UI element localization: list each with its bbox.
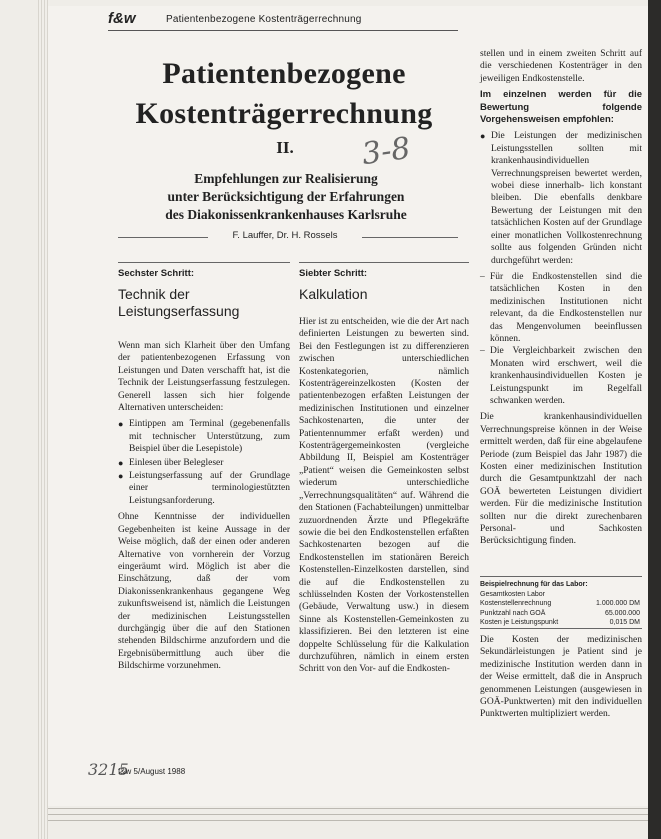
authors: F. Lauffer, Dr. H. Rossels bbox=[232, 230, 338, 241]
table-row bbox=[480, 618, 640, 628]
col1-paragraph-2: Ohne Kenntnisse der individuellen Gegebenheiten ist keine Aussage in der Weise möglich, daß der einen oder anderen Alternative von vornherein der Vorzug eingeräumt wird. Möglich ist aber die Einschätzung, daß der vom Diakonissenkrankenhaus gegangene Weg zukunftsweisend ist, nämlich die Leistungen der medizinischen Leistungsstellen durchgängig über die auf den Stationen stehenden Bildschirme anzufordern und die Ergebnisübermittlung auch über die Bildschirme vorzunehmen. bbox=[118, 512, 290, 672]
table-row bbox=[480, 590, 640, 600]
col1-title-line-2: Leistungserfassung bbox=[118, 303, 240, 319]
table-title: Beispielrechnung für das Labor: bbox=[480, 581, 588, 588]
page-edge-line bbox=[48, 808, 650, 809]
author-rule-right bbox=[362, 237, 458, 238]
scan-edge bbox=[648, 0, 661, 839]
calculation-table bbox=[480, 580, 640, 628]
col3-bullet: ● Die Leistungen der medizinischen Leistungsstellen sollten mit krankenhausindividuellen Verrechnungspreisen bewertet werden, wobei diese innerhalb- lich konstant bleiben. Die ebenfalls denkbare Bewertung der Leistungen mit den tatsächlichen Kosten auf der Grundlage einer monatlichen Vollkostenrechnung sollte aus folgenden Gründen nicht durchgeführt werden: bbox=[480, 130, 642, 266]
table-cell-label: Kosten je Leistungspunkt bbox=[480, 619, 559, 626]
col1-section-title bbox=[118, 286, 288, 320]
footer-issue: f&w 5/August 1988 bbox=[118, 767, 186, 776]
title-line-2: Kostenträgerrechnung bbox=[135, 97, 433, 130]
subtitle-line-1: Empfehlungen zur Realisierung bbox=[194, 171, 378, 186]
table-row bbox=[480, 609, 640, 619]
subtitle-line-3: des Diakonissenkrankenhauses Karlsruhe bbox=[165, 207, 407, 222]
list-item: ● Leistungserfassung auf der Grundlage einer terminologiestützten Leistungsanforderung. bbox=[118, 470, 290, 507]
col1-top-rule bbox=[118, 262, 290, 263]
page-number: 3215 bbox=[88, 760, 129, 779]
col2-body bbox=[299, 316, 469, 680]
col2-top-rule bbox=[299, 262, 469, 263]
subtitle-line-2: unter Berücksichtigung der Erfahrungen bbox=[167, 189, 405, 204]
table-cell-label: Gesamtkosten Labor bbox=[480, 590, 545, 598]
col3-dash-list bbox=[480, 271, 642, 407]
list-item: – Für die Endkostenstellen sind die tatsächlichen Kosten in den medizinischen Institutionen nicht relevant, da die Endkostenstellen nur das Mengenvolumen beeinflussen können. bbox=[480, 271, 642, 345]
page-edge-line bbox=[48, 820, 650, 821]
running-title: Patientenbezogene Kostenträgerrechnung bbox=[166, 14, 362, 25]
list-item: ● Eintippen am Terminal (gegebenenfalls mit technischer Unterstützung, zum Beispiel über die Lesepistole) bbox=[118, 418, 290, 455]
col3-paragraph-1: stellen und in einem zweiten Schritt auf die verschiedenen Kostenträger in den jeweiligen Endkostenstelle. bbox=[480, 49, 642, 84]
col3-paragraph-2: Die krankenhausindividuellen Verrechnungspreise können in der Weise ermittelt werden, daß für eine abgelaufene Periode (zum Beispiel das Jahr 1987) die Kosten einer medizinischen Institution durch die Gesamtpunktzahl der nach GOÄ bewerteten Leistungen dividiert werden. Für die medizinische Institution sollten nur die direkt zurechenbaren Personal- und Sachkosten Berücksichtigung finden. bbox=[480, 412, 642, 547]
list-item: – Die Vergleichbarkeit zwischen den Monaten wird erschwert, weil die krankenhausindividuellen Kosten je Leistungspunkt im Regelfall schwanken werden. bbox=[480, 345, 642, 407]
col2-paragraph-1: Hier ist zu entscheiden, wie die der Art nach definierten Leistungen zu bewerten sind. Bei den Festlegungen ist zu differenzieren zwischen unterschiedlichen Kostenkategorien, nämlich Kostenträgereinzelkosten (Kosten der patientenbezogen erfaßten Leistungen der medizinischen Institutionen und einzelner Sachkostenarten, die unter der Patientennummer erfaßt werden) und Kostenträgergemeinkosten (vergleiche Abbildung II, Beispiel am Kostenträger „Patient“ weisen die Gemeinkosten selbst wiederum unterschiedliche „Verrechnungsqualitäten“ auf. Während die den Stationen (Fachabteilungen) unmittelbar zuzuordnenden Ärzte und Pflegekräfte sowie die bei den Endkostenstellen erfaßten Sachkostenarten bezogen auf die Endkostenstellen im stationären Bereich Kostenstellen-Einzelkosten darstellen, sind die auf die Endkostenstellen zu schlüsselnden Kosten der Vorkostenstellen (Gebäude, Verwaltung usw.) in diesem Sinne als Kostenstellen-Gemeinkosten zu klassifizieren. Bei den letzteren ist eine doppelte Schlüsselung für die Kalkulation durchzuführen, nämlich in einem ersten Schritt von den Vor- auf die Endkosten- bbox=[299, 317, 469, 675]
running-header bbox=[108, 10, 458, 31]
col3-body bbox=[480, 48, 642, 552]
table-top-rule bbox=[480, 576, 642, 577]
article-title bbox=[110, 54, 458, 134]
col3-bold-lead: Im einzelnen werden für die Bewertung folgende Vorgehensweisen empfohlen: bbox=[480, 89, 642, 126]
col2-kicker: Siebter Schritt: bbox=[299, 268, 368, 279]
col1-body bbox=[118, 340, 290, 677]
col3-body-bottom bbox=[480, 634, 642, 725]
col1-bullet-list bbox=[118, 418, 290, 507]
title-line-1: Patientenbezogene bbox=[162, 57, 406, 90]
page-edge-line bbox=[48, 814, 650, 815]
col2-section-title: Kalkulation bbox=[299, 286, 368, 302]
col1-kicker: Sechster Schritt: bbox=[118, 268, 195, 279]
table-cell-value: 65.000.000 bbox=[604, 609, 640, 617]
table-cell-value: 0,015 DM bbox=[609, 619, 640, 626]
journal-logo: f&w bbox=[108, 10, 136, 27]
col1-title-line-1: Technik der bbox=[118, 286, 190, 302]
part-number: II. bbox=[276, 138, 294, 157]
table-cell-value: 1.000.000 DM bbox=[596, 600, 640, 607]
handwritten-note: 3-8 bbox=[359, 130, 413, 173]
article-subtitle bbox=[120, 170, 452, 224]
col3-paragraph-3: Die Kosten der medizinischen Sekundärleistungen je Patient sind je medizinische Institution werden dann in der Weise ermittelt, daß die in Anspruch genommenen Leistungen (ausgewiesen in GOÄ-Punktwerten) mit den individuellen Punktwerten multipliziert werden. bbox=[480, 635, 642, 720]
author-rule-left bbox=[118, 237, 208, 238]
table-row bbox=[480, 599, 640, 609]
list-item: ● Einlesen über Belegleser bbox=[118, 457, 290, 469]
table-cell-label: Kostenstellenrechnung bbox=[480, 600, 552, 607]
col1-paragraph-1: Wenn man sich Klarheit über den Umfang der patientenbezogenen Erfassung von Leistungen und Daten verschafft hat, ist die Technik der Leistungserfassung festzulegen. Generell lassen sich hier folgende Alternativen unterscheiden: bbox=[118, 341, 290, 414]
table-cell-label: Punktzahl nach GOÄ bbox=[480, 609, 546, 617]
table-bottom-rule bbox=[480, 628, 642, 629]
